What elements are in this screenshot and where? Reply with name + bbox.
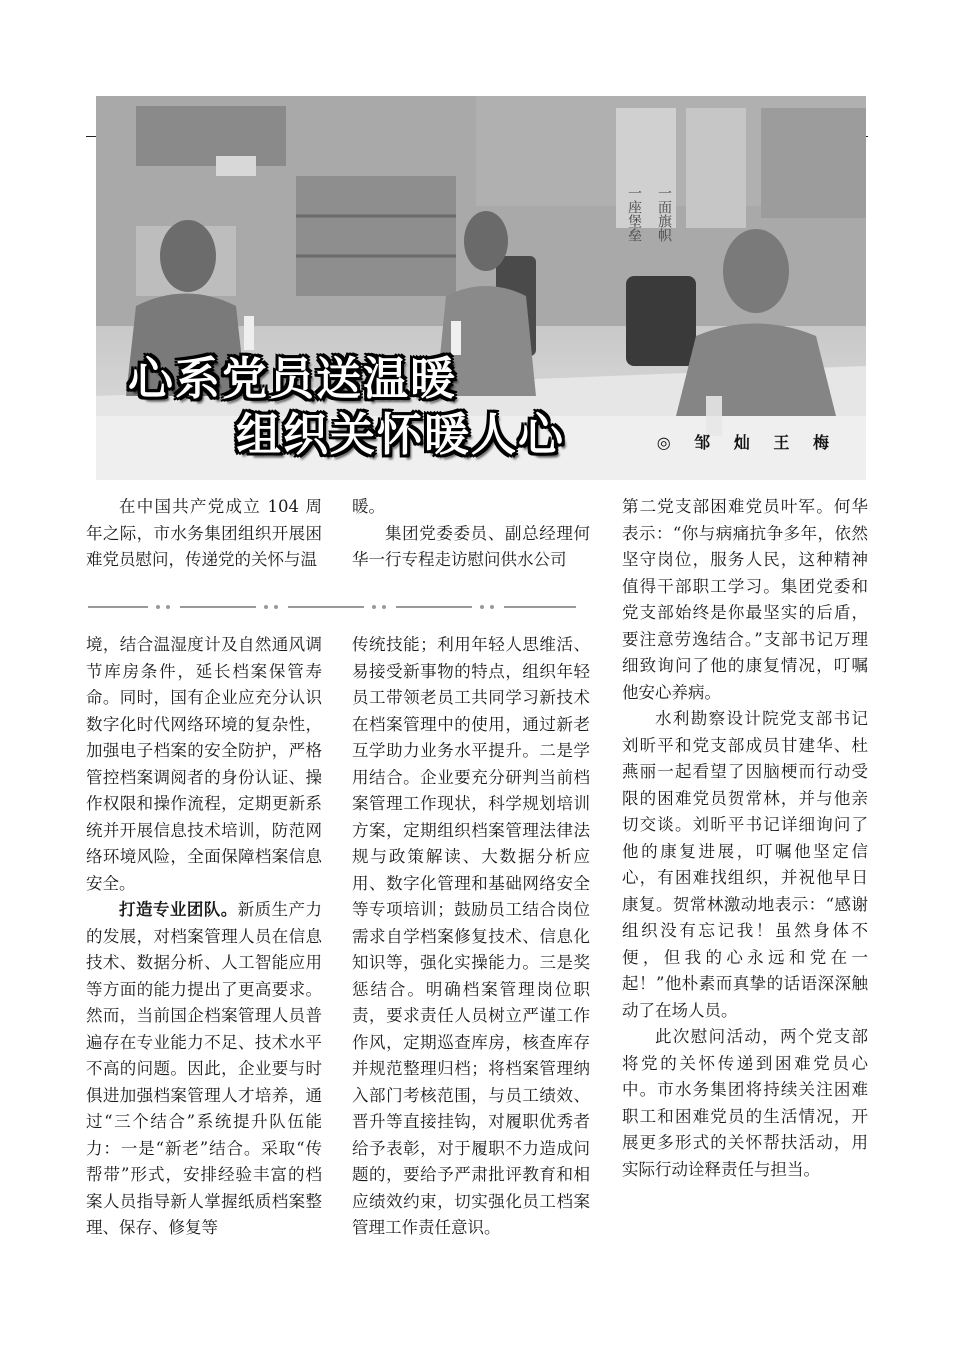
lead-paragraph-2: 暖。	[352, 497, 385, 516]
poster-text-a: 一面旗帜	[656, 186, 672, 242]
section-heading-team: 打造专业团队。	[119, 900, 238, 919]
body-paragraph-1: 境，结合温湿度计及自然通风调节库房条件，延长档案保管寿命。同时，国有企业应充分认识数字化时代网络环境的复杂性，加强电子档案的安全防护，严格管控档案调阅者的身份认证、操作权限和操作流程，定期更新系统并开展信息技术培训，防范网络环境风险，全面保障档案信息安全。	[86, 635, 322, 893]
section-divider	[88, 602, 576, 612]
body-paragraph-5: 水利勘察设计院党支部书记刘昕平和党支部成员甘建华、杜燕丽一起看望了因脑梗而行动受限的困难党员贺常林，并与他亲切交谈。刘昕平书记详细询问了他的康复进展，叮嘱他坚定信心，有困难找组织，并祝他早日康复。贺常林激动地表示：“感谢组织没有忘记我！虽然身体不便，但我的心永远和党在一起！”他朴素而真挚的话语深深触动了在场人员。	[622, 709, 868, 1020]
body-paragraph-2	[86, 897, 322, 1242]
lead-column-2	[352, 494, 590, 574]
body-paragraph-6: 此次慰问活动，两个党支部将党的关怀传递到困难党员心中。市水务集团将持续关注困难职工和困难党员的生活情况，开展更多形式的关怀帮扶活动，用实际行动诠释责任与担当。	[622, 1027, 868, 1179]
body-column-3	[622, 494, 868, 1183]
body-column-2	[352, 632, 590, 1242]
body-paragraph-3: 传统技能；利用年轻人思维活、易接受新事物的特点，组织年轻员工带领老员工共同学习新技术在档案管理中的使用，通过新老互学助力业务水平提升。二是学用结合。企业要充分研判当前档案管理工作现状，科学规划培训方案，定期组织档案管理法律法规与政策解读、大数据分析应用、数字化管理和基础网络安全等专项培训；鼓励员工结合岗位需求自学档案修复技术、信息化知识等，强化实操能力。三是奖惩结合。明确档案管理岗位职责，要求责任人员树立严谨工作作风，定期巡查库房，核查库存并规范整理归档；将档案管理纳入部门考核范围，与员工绩效、晋升等直接挂钩，对履职优秀者给予表彰，对于履职不力造成问题的，要给予严肃批评教育和相应绩效约束，切实强化员工档案管理工作责任意识。	[352, 635, 590, 1237]
lead-paragraph-1: 在中国共产党成立 104 周年之际，市水务集团组织开展困难党员慰问，传递党的关怀与温	[86, 497, 322, 569]
body-paragraph-4: 第二党支部困难党员叶军。何华表示：“你与病痛抗争多年，依然坚守岗位，服务人民，这种精神值得干部职工学习。集团党委和党支部始终是你最坚实的后盾，要注意劳逸结合。”支部书记万理细致询问了他的康复情况，叮嘱他安心养病。	[622, 497, 868, 702]
body-paragraph-2-text: 新质生产力的发展，对档案管理人员在信息技术、数据分析、人工智能应用等方面的能力提出了更高要求。然而，当前国企档案管理人员普遍存在专业能力不足、技术水平不高的问题。因此，企业要与时俱进加强档案管理人才培养，通过“三个结合”系统提升队伍能力：一是“新老”结合。采取“传帮带”形式，安排经验丰富的档案人员指导新人掌握纸质档案整理、保存、修复等	[86, 900, 323, 1237]
lead-paragraph-3: 集团党委委员、副总经理何华一行专程走访慰问供水公司	[352, 523, 590, 569]
lead-column-1	[86, 494, 322, 574]
poster-text-b: 一座堡垒	[626, 186, 642, 242]
article-title-line-1: 心系党员送温暖	[128, 352, 458, 405]
article-title-line-2: 组织关怀暖人心	[236, 408, 566, 461]
body-column-1	[86, 632, 322, 1242]
article-byline: ◎ 邹 灿 王 梅	[656, 433, 838, 452]
